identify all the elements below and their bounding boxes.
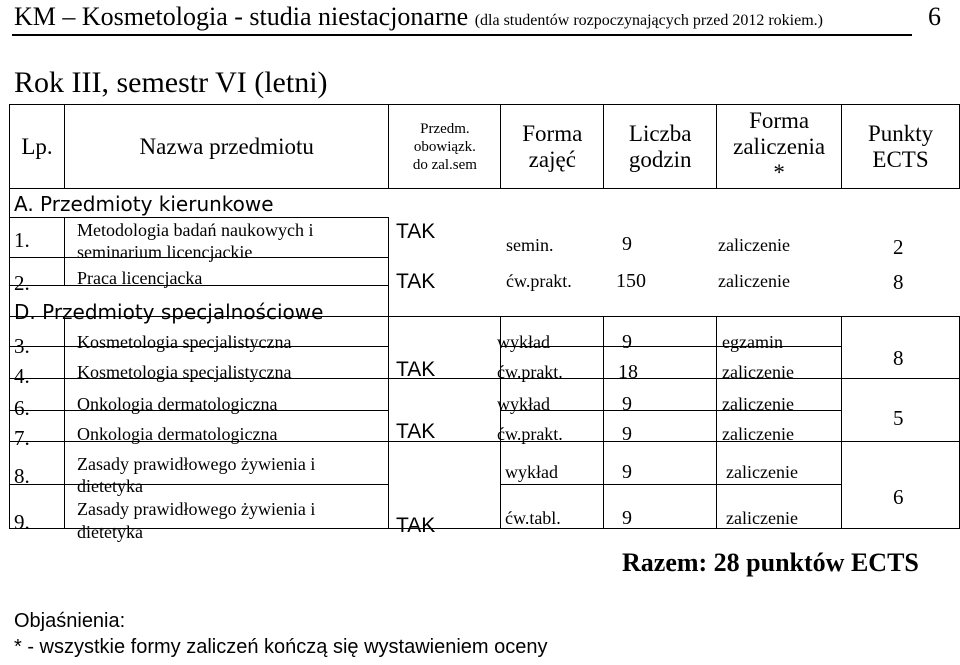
row-ects: 8 — [893, 270, 904, 294]
row-required: TAK — [396, 220, 436, 243]
header-name: Nazwa przedmiotu — [64, 105, 389, 189]
row-name: seminarium licencjackie — [77, 242, 253, 262]
row-form: wykład — [497, 332, 550, 352]
row-name: Onkologia dermatologiczna — [77, 424, 278, 444]
row-form: wykład — [497, 394, 550, 414]
row-form: ćw.prakt. — [497, 424, 563, 444]
row-lp: 7. — [14, 426, 30, 450]
row-name: Metodologia badań naukowych i — [77, 220, 314, 240]
row-assessment: egzamin — [722, 332, 783, 352]
row-name: Kosmetologia specjalistyczna — [77, 332, 292, 352]
row-hours: 9 — [622, 507, 632, 529]
row-lp: 9. — [14, 510, 30, 534]
header-subtitle: (dla studentów rozpoczynających przed 2012 rokiem.) — [474, 12, 823, 29]
row-hours: 9 — [622, 331, 632, 353]
header-lp: Lp. — [10, 105, 65, 189]
row-ects: 5 — [893, 406, 904, 430]
row-name: Kosmetologia specjalistyczna — [77, 362, 292, 382]
row-hours: 9 — [622, 233, 632, 255]
row-ects: 8 — [893, 346, 904, 370]
row-form: wykład — [505, 462, 558, 482]
header-divider — [12, 34, 912, 36]
row-form: ćw.prakt. — [497, 362, 563, 382]
row-lp: 8. — [14, 464, 30, 488]
row-name: Onkologia dermatologiczna — [77, 394, 278, 414]
row-form: ćw.prakt. — [506, 271, 572, 291]
row-form: semin. — [506, 235, 554, 255]
group-label-d: D. Przedmioty specjalnościowe — [14, 300, 324, 324]
row-assessment: zaliczenie — [722, 394, 794, 414]
page-number: 6 — [928, 2, 941, 31]
ects-total: Razem: 28 punktów ECTS — [622, 548, 919, 577]
row-hours: 18 — [618, 361, 638, 383]
row-required: TAK — [396, 514, 436, 537]
header-form: Forma zajęć — [501, 105, 604, 189]
row-name: dietetyka — [77, 522, 143, 542]
document-header — [14, 2, 823, 32]
row-assessment: zaliczenie — [718, 271, 790, 291]
semester-title: Rok III, semestr VI (letni) — [14, 66, 328, 99]
header-hours: Liczba godzin — [604, 105, 717, 189]
row-name: Praca licencjacka — [77, 268, 203, 288]
row-hours: 9 — [622, 461, 632, 483]
row-name: dietetyka — [77, 476, 143, 496]
header-required: Przedm. obowiązk. do zal.sem — [389, 105, 501, 189]
row-hours: 9 — [622, 393, 632, 415]
row-lp: 2. — [14, 271, 30, 295]
row-lp: 3. — [14, 334, 30, 358]
row-lp: 1. — [14, 228, 30, 252]
row-ects: 2 — [893, 235, 904, 259]
row-name: Zasady prawidłowego żywienia i — [77, 454, 316, 474]
row-required: TAK — [396, 358, 436, 381]
notes-text: * - wszystkie formy zaliczeń kończą się wystawieniem oceny — [14, 636, 548, 658]
row-form: ćw.tabl. — [505, 508, 561, 528]
header-ects: Punkty ECTS — [842, 105, 960, 189]
row-hours: 150 — [616, 270, 646, 292]
row-assessment: zaliczenie — [726, 462, 798, 482]
header-assessment: Forma zaliczenia * — [717, 105, 842, 189]
row-hours: 9 — [622, 423, 632, 445]
row-lp: 6. — [14, 396, 30, 420]
row-required: TAK — [396, 270, 436, 293]
row-assessment: zaliczenie — [722, 424, 794, 444]
header-title: KM – Kosmetologia - studia niestacjonarne — [14, 2, 469, 31]
row-assessment: zaliczenie — [726, 508, 798, 528]
notes-title: Objaśnienia: — [14, 610, 126, 632]
row-ects: 6 — [893, 485, 904, 509]
row-lp: 4. — [14, 364, 30, 388]
row-assessment: zaliczenie — [718, 235, 790, 255]
group-label-a: A. Przedmioty kierunkowe — [14, 192, 274, 216]
row-required: TAK — [396, 420, 436, 443]
table-header-row — [10, 105, 960, 189]
row-name: Zasady prawidłowego żywienia i — [77, 499, 316, 519]
row-assessment: zaliczenie — [722, 362, 794, 382]
